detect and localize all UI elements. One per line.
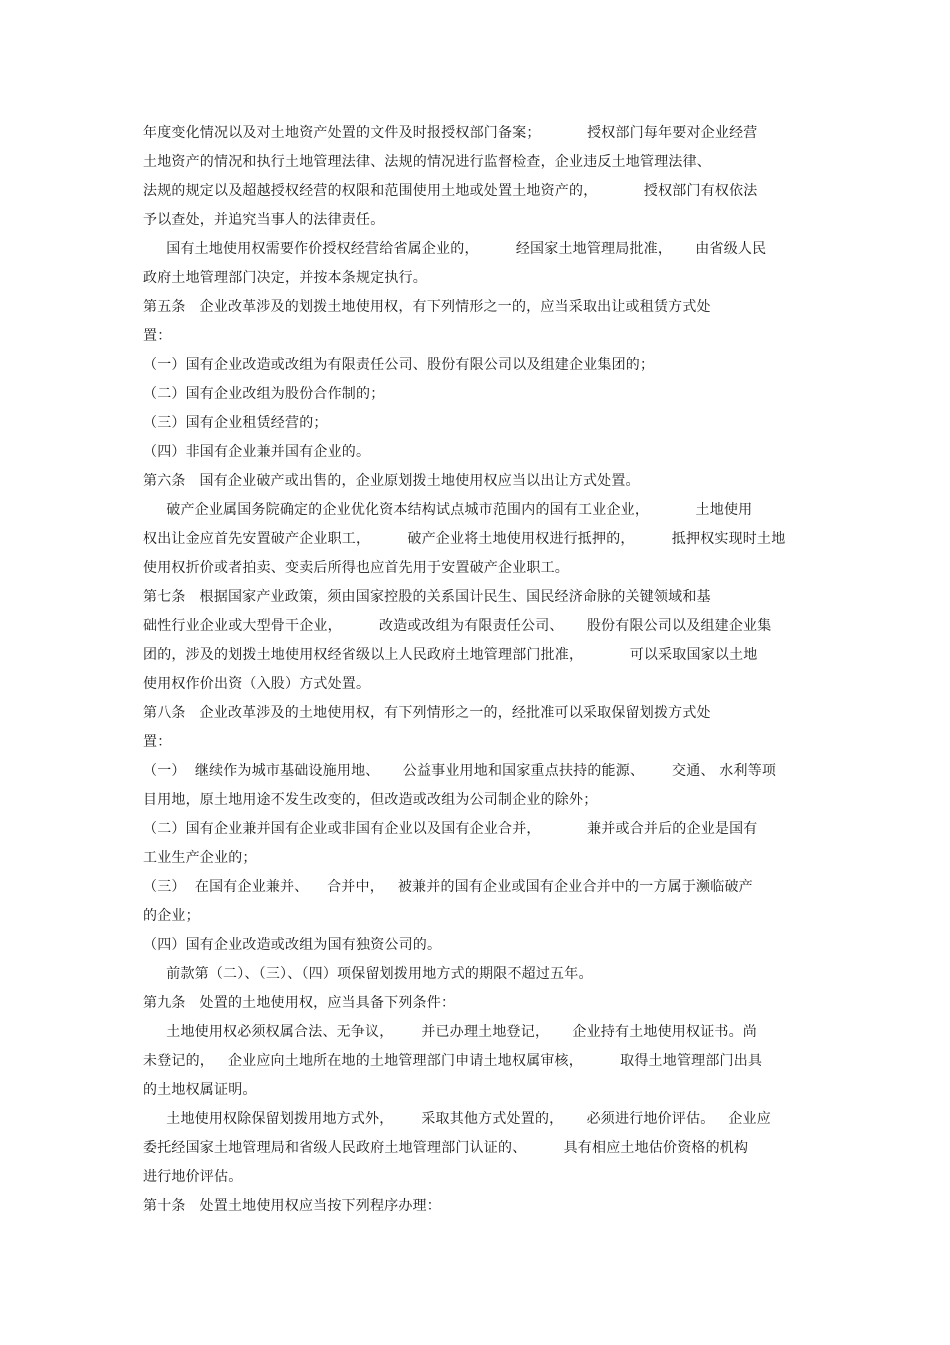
text-line: 未登记的， 企业应向土地所在地的土地管理部门申请土地权属审核， 取得土地管理部门出具: [143, 1053, 763, 1069]
article-heading: 第七条 根据国家产业政策，须由国家控股的关系国计民生、国民经济命脉的关键领域和基: [143, 589, 711, 605]
text-line: 的土地权属证明。: [143, 1082, 257, 1098]
text-line: 置：: [143, 328, 172, 344]
list-item: （一）国有企业改造或改组为有限责任公司、股份有限公司以及组建企业集团的；: [143, 357, 655, 373]
text-line: 的企业；: [143, 908, 200, 924]
text-line: 年度变化情况以及对土地资产处置的文件及时报授权部门备案； 授权部门每年要对企业经营: [143, 125, 758, 141]
text-line: 土地使用权必须权属合法、无争议， 并已办理土地登记， 企业持有土地使用权证书。尚: [143, 1024, 758, 1040]
text-line: 础性行业企业或大型骨干企业， 改造或改组为有限责任公司、 股份有限公司以及组建企业集: [143, 618, 772, 634]
list-item: （二）国有企业改组为股份合作制的；: [143, 386, 385, 402]
text-line: 进行地价评估。: [143, 1169, 243, 1185]
list-item: （一） 继续作为城市基础设施用地、 公益事业用地和国家重点扶持的能源、 交通、 水利等项: [143, 763, 777, 779]
article-heading: 第十条 处置土地使用权应当按下列程序办理：: [143, 1198, 441, 1214]
text-line: 土地使用权除保留划拨用地方式外， 采取其他方式处置的， 必须进行地价评估。 企业应: [143, 1111, 771, 1127]
list-item: （二）国有企业兼并国有企业或非国有企业以及国有企业合并， 兼并或合并后的企业是国有: [143, 821, 758, 837]
text-line: 目用地，原土地用途不发生改变的，但改造或改组为公司制企业的除外；: [143, 792, 598, 808]
text-line: 破产企业属国务院确定的企业优化资本结构试点城市范围内的国有工业企业， 土地使用: [143, 502, 753, 518]
text-line: 国有土地使用权需要作价授权经营给省属企业的， 经国家土地管理局批准， 由省级人民: [143, 241, 767, 257]
article-heading: 第九条 处置的土地使用权，应当具备下列条件：: [143, 995, 456, 1011]
text-line: 工业生产企业的；: [143, 850, 257, 866]
text-line: 团的，涉及的划拨土地使用权经省级以上人民政府土地管理部门批准， 可以采取国家以土地: [143, 647, 758, 663]
article-heading: 第六条 国有企业破产或出售的，企业原划拨土地使用权应当以出让方式处置。: [143, 473, 640, 489]
text-line: 予以查处，并追究当事人的法律责任。: [143, 212, 385, 228]
text-line: 委托经国家土地管理局和省级人民政府土地管理部门认证的、 具有相应土地估价资格的机构: [143, 1140, 749, 1156]
text-line: 法规的规定以及超越授权经营的权限和范围使用土地或处置土地资产的， 授权部门有权依法: [143, 183, 758, 199]
text-line: 使用权作价出资（入股）方式处置。: [143, 676, 371, 692]
list-item: （三） 在国有企业兼并、 合并中， 被兼并的国有企业或国有企业合并中的一方属于濒临破产: [143, 879, 753, 895]
text-line: 土地资产的情况和执行土地管理法律、法规的情况进行监督检查，企业违反土地管理法律、: [143, 154, 711, 170]
list-item: （四）非国有企业兼并国有企业的。: [143, 444, 371, 460]
text-line: 置：: [143, 734, 172, 750]
list-item: （四）国有企业改造或改组为国有独资公司的。: [143, 937, 442, 953]
text-line: 权出让金应首先安置破产企业职工， 破产企业将土地使用权进行抵押的， 抵押权实现时土地: [143, 531, 786, 547]
text-line: 政府土地管理部门决定，并按本条规定执行。: [143, 270, 427, 286]
text-line: 使用权折价或者拍卖、变卖后所得也应首先用于安置破产企业职工。: [143, 560, 569, 576]
text-line: 前款第（二）、（三）、（四）项保留划拨用地方式的期限不超过五年。: [143, 966, 593, 982]
list-item: （三）国有企业租赁经营的；: [143, 415, 328, 431]
article-heading: 第八条 企业改革涉及的土地使用权，有下列情形之一的，经批准可以采取保留划拨方式处: [143, 705, 711, 721]
article-heading: 第五条 企业改革涉及的划拨土地使用权，有下列情形之一的，应当采取出让或租赁方式处: [143, 299, 711, 315]
